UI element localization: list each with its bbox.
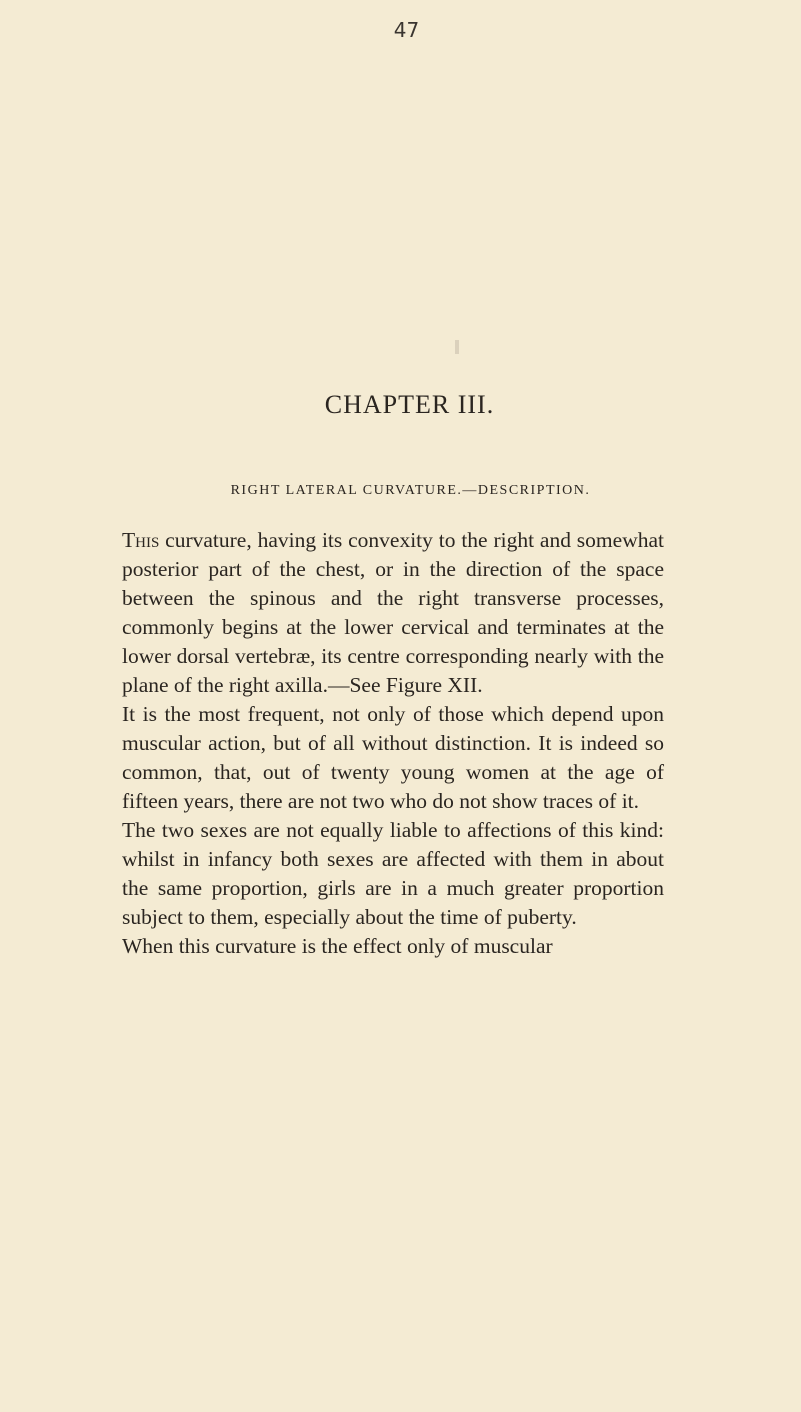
paragraph-text: curvature, having its convexity to the right and somewhat posterior part of the chest, or in the direction of the space between the spinous and the right transverse processes, commonly begins at the lower cervical and terminates at the lower dorsal vertebræ, its centre corresponding nearly with the plane of the right axilla.—See Figure XII. [122, 528, 664, 697]
paragraph-3 [122, 816, 664, 932]
paragraph-text: When this curvature is the effect only of muscular [122, 934, 553, 958]
paragraph-4 [122, 932, 664, 961]
paper-speck [455, 340, 459, 354]
section-heading: RIGHT LATERAL CURVATURE.—DESCRIPTION. [230, 483, 591, 498]
paragraph-text: It is the most frequent, not only of those which depend upon muscular action, but of all without distinction. It is indeed so common, that, out of twenty young women at the age of fifteen years, there are not two who do not show traces of it. [122, 702, 664, 813]
paragraph-text: The two sexes are not equally liable to affections of this kind: whilst in infancy both sexes are affected with them in about the same proportion, girls are in a much greater proportion subject to them, especially about the time of puberty. [122, 818, 664, 929]
paragraph-1 [122, 526, 664, 700]
body-text [122, 526, 664, 961]
paragraph-2 [122, 700, 664, 816]
page-number: 47 [393, 18, 420, 42]
paragraph-lead-word: This [122, 528, 160, 552]
chapter-title: CHAPTER III. [324, 390, 495, 419]
